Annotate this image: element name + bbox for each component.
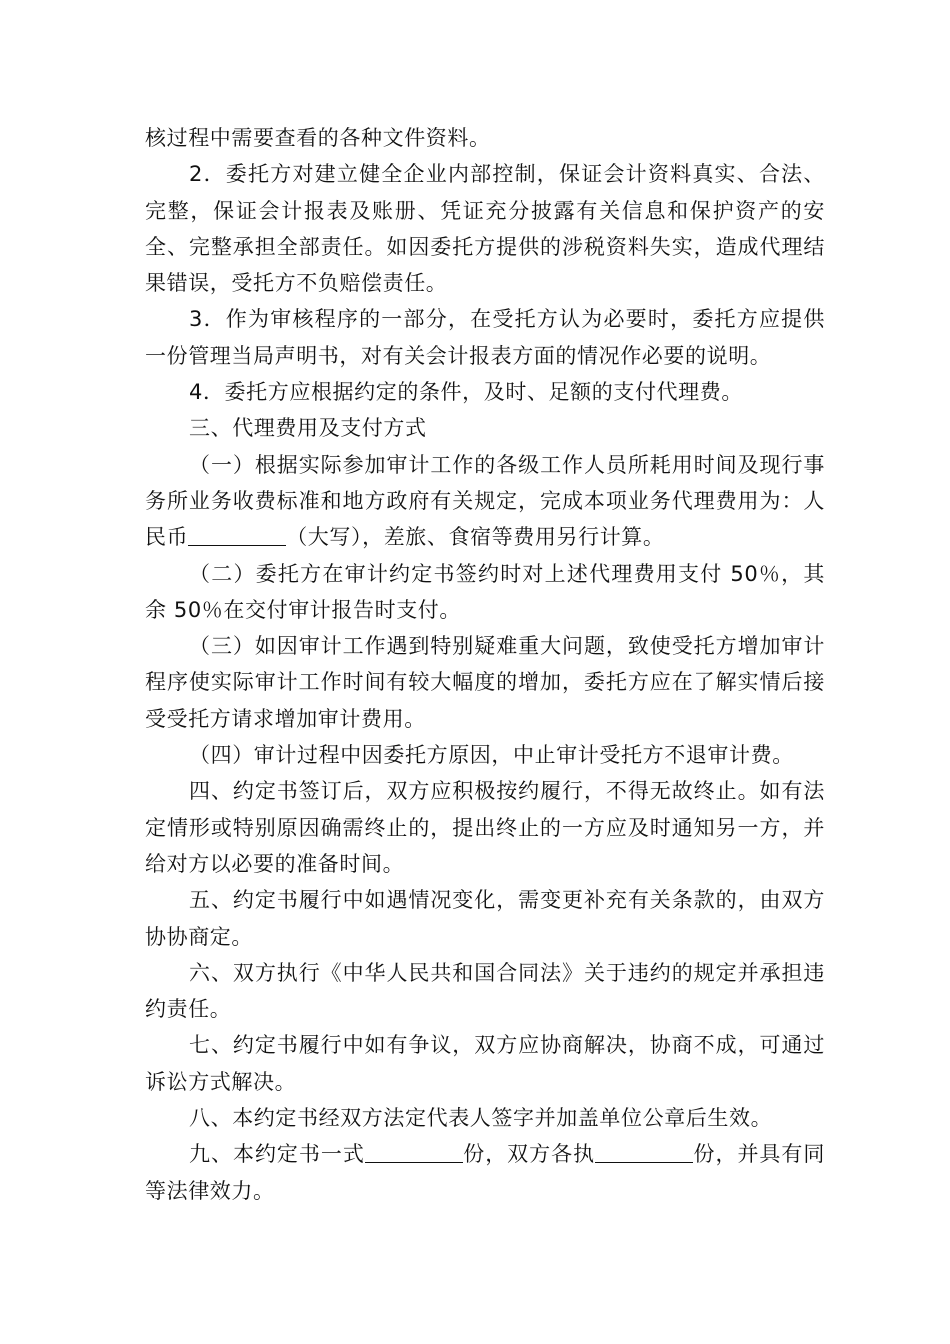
section-7-dispute: 七、约定书履行中如有争议，双方应协商解决，协商不成，可通过诉讼方式解决。 <box>145 1033 825 1094</box>
section-9-text-a: 九、本约定书一式 <box>189 1142 365 1167</box>
section-6-breach: 六、双方执行《中华人民共和国合同法》关于违约的规定并承担违约责任。 <box>145 960 825 1022</box>
fee-item-4: （四）审计过程中因委托方原因，中止审计受托方不退审计费。 <box>189 743 794 768</box>
section-3-heading: 三、代理费用及支付方式 <box>189 416 427 441</box>
fee-item-1-text: （一）根据实际参加审计工作的各级工作人员所耗用时间及现行事务所业务收费标准和地方政府有关规定，完成本项业务代理费用为：人民币 <box>145 452 825 550</box>
fee-item-3: （三）如因审计工作遇到特别疑难重大问题，致使受托方增加审计程序使实际审计工作时间有较大幅度的增加，委托方应在了解实情后接受受托方请求增加审计费用。 <box>145 634 825 731</box>
paragraph-continuation: 核过程中需要查看的各种文件资料。 <box>145 126 491 150</box>
section-8-effectiveness: 八、本约定书经双方法定代表人签字并加盖单位公章后生效。 <box>189 1106 773 1131</box>
clause-2-client-responsibility: 2．委托方对建立健全企业内部控制，保证会计资料真实、合法、完整，保证会计报表及账册、凭证充分披露有关信息和保护资产的安全、完整承担全部责任。如因委托方提供的涉税资料失实，造成代理结果错误，受托方不负赔偿责任。 <box>145 162 825 296</box>
section-9-copies <box>145 1136 825 1209</box>
section-5-amendment: 五、约定书履行中如遇情况变化，需变更补充有关条款的，由双方协协商定。 <box>145 888 825 949</box>
fee-item-1-tail: （大写），差旅、食宿等费用另行计算。 <box>286 525 665 550</box>
fee-item-2: （二）委托方在审计约定书签约时对上述代理费用支付 50％，其余 50％在交付审计报告时支付。 <box>145 561 825 622</box>
section-4-termination: 四、约定书签订后，双方应积极按约履行，不得无故终止。如有法定情形或特别原因确需终止的，提出终止的一方应及时通知另一方，并给对方以必要的准备时间。 <box>145 779 825 876</box>
copies-total-blank[interactable] <box>365 1138 463 1163</box>
section-9-text-c: 份，并具有同等法律效力。 <box>145 1142 825 1203</box>
document-body <box>145 120 825 1209</box>
clause-4-payment-obligation: 4．委托方应根据约定的条件，及时、足额的支付代理费。 <box>189 380 743 405</box>
clause-3-management-statement: 3．作为审核程序的一部分，在受托方认为必要时，委托方应提供一份管理当局声明书，对有关会计报表方面的情况作必要的说明。 <box>145 307 825 368</box>
fee-item-1 <box>145 447 825 556</box>
copies-each-blank[interactable] <box>595 1138 693 1163</box>
section-9-text-b: 份，双方各执 <box>462 1142 596 1167</box>
fee-amount-blank[interactable] <box>188 521 286 546</box>
